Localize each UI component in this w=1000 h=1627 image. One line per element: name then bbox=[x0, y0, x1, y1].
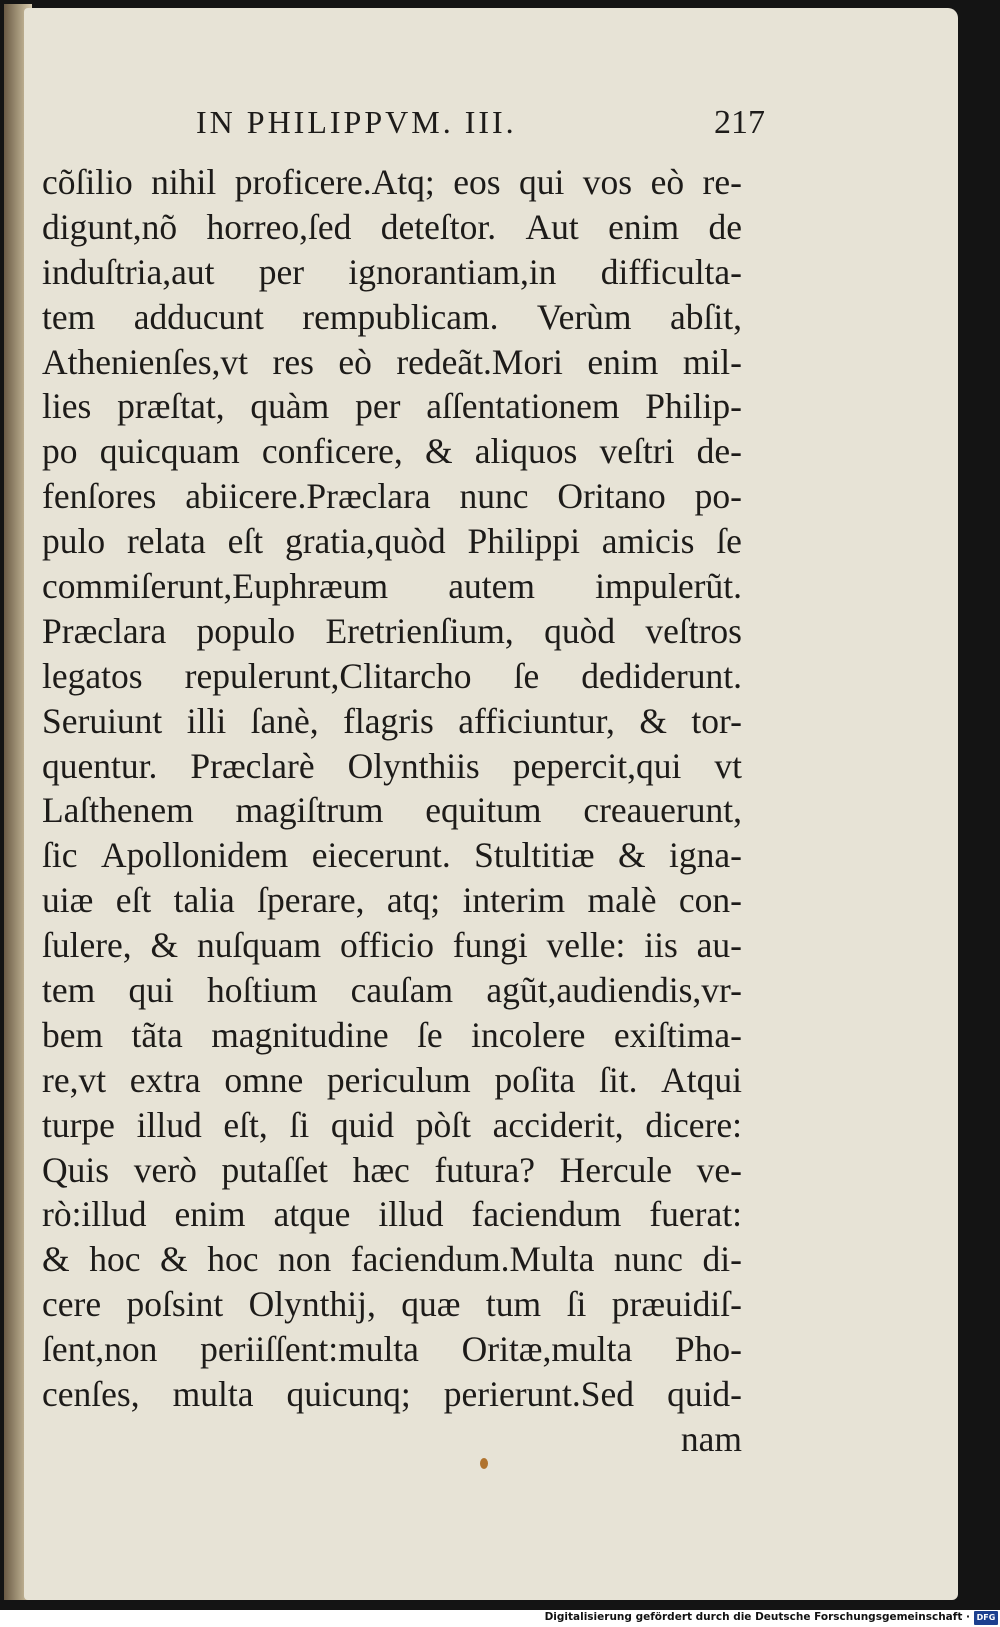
text-line: cõſilio nihil proficere.Atq; eos qui vos eò re- bbox=[42, 162, 742, 202]
text-line: ſic Apollonidem eiecerunt. Stultitiæ & igna- bbox=[42, 835, 742, 876]
catchword: nam bbox=[680, 1418, 742, 1459]
text-line: tem adducunt rempublicam. Verùm abſit, bbox=[42, 296, 742, 337]
catchword-row bbox=[42, 1417, 742, 1462]
page-number: 217 bbox=[714, 104, 765, 141]
text-line: legatos repulerunt,Clitarcho ſe dediderunt. bbox=[42, 655, 742, 696]
digitization-footer bbox=[0, 1610, 1000, 1627]
text-line: po quicquam conficere, & aliquos veſtri de- bbox=[42, 431, 742, 472]
text-line: tem qui hoſtium cauſam agũt,audiendis,vr- bbox=[42, 970, 742, 1011]
text-line: ſulere, & nuſquam officio fungi velle: iis au- bbox=[42, 925, 742, 966]
text-line: Laſthenem magiſtrum equitum creauerunt, bbox=[42, 790, 742, 831]
text-line: cere poſsint Olynthij, quæ tum ſi præuidiſ- bbox=[42, 1284, 742, 1325]
text-block bbox=[42, 160, 742, 1462]
text-line: re,vt extra omne periculum poſita ſit. Atqui bbox=[42, 1059, 742, 1100]
text-line: fenſores abiicere.Præclara nunc Oritano po- bbox=[42, 476, 742, 517]
text-line: induſtria,aut per ignorantiam,in difficulta- bbox=[42, 251, 742, 292]
text-line: Quis verò putaſſet hæc futura? Hercule ve- bbox=[42, 1149, 742, 1190]
text-line: bem tãta magnitudine ſe incolere exiſtima- bbox=[42, 1014, 742, 1055]
text-line: cenſes, multa quicunq; perierunt.Sed quid- bbox=[42, 1374, 742, 1415]
running-title: IN PHILIPPVM. III. bbox=[196, 104, 517, 140]
text-line: pulo relata eſt gratia,quòd Philippi amicis ſe bbox=[42, 521, 742, 562]
text-line: turpe illud eſt, ſi quid pòſt acciderit, dicere: bbox=[42, 1104, 742, 1145]
book-page bbox=[24, 8, 958, 1600]
text-line: rò:illud enim atque illud faciendum fuerat: bbox=[42, 1194, 742, 1235]
digitization-credit: Digitalisierung gefördert durch die Deutsche Forschungsgemeinschaft · bbox=[544, 1611, 970, 1623]
text-line: lies præſtat, quàm per aſſentationem Philip- bbox=[42, 386, 742, 427]
text-line: uiæ eſt talia ſperare, atq; interim malè con- bbox=[42, 880, 742, 921]
dfg-logo: DFG bbox=[974, 1611, 998, 1625]
text-line: commiſerunt,Euphræum autem impulerũt. bbox=[42, 566, 742, 607]
text-line: Athenienſes,vt res eò redeãt.Mori enim mil- bbox=[42, 341, 742, 382]
text-line: quentur. Præclarè Olynthiis pepercit,qui vt bbox=[42, 745, 742, 786]
text-line: Seruiunt illi ſanè, flagris afficiuntur, & tor- bbox=[42, 700, 742, 741]
text-line: ſent,non periiſſent:multa Oritæ,multa Pho- bbox=[42, 1329, 742, 1370]
running-head bbox=[24, 104, 958, 154]
text-line: digunt,nõ horreo,ſed deteſtor. Aut enim de bbox=[42, 206, 742, 247]
ink-spot bbox=[480, 1458, 488, 1469]
text-line: Præclara populo Eretrienſium, quòd veſtros bbox=[42, 610, 742, 651]
text-line: & hoc & hoc non faciendum.Multa nunc di- bbox=[42, 1239, 742, 1280]
